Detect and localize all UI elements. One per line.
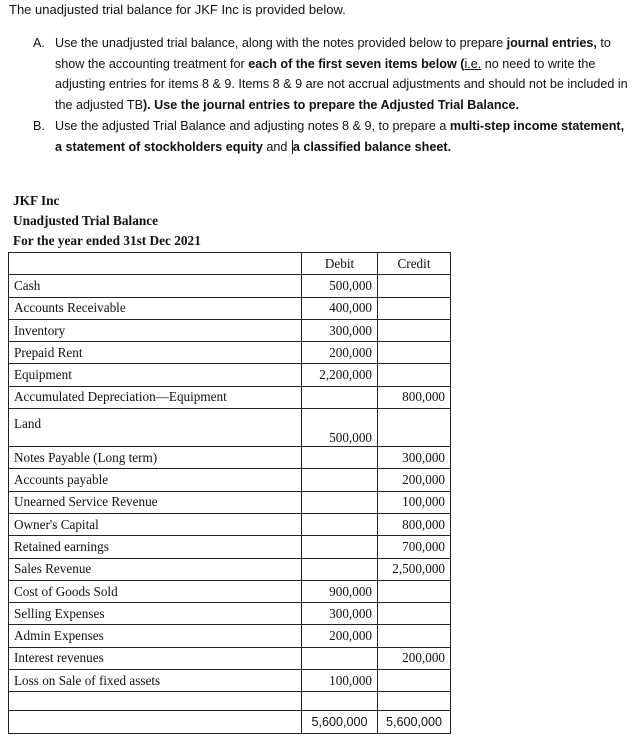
table-row [9, 386, 451, 408]
instruction-b-bold-1: multi-step income statement, a statement of stockholders equity [55, 119, 625, 154]
table-row [9, 469, 451, 491]
debit-cell: 300,000 [302, 319, 378, 341]
account-cell: Cash [9, 275, 302, 297]
instruction-b-text-2: and [262, 139, 291, 154]
trial-balance-table [8, 252, 451, 734]
account-cell: Retained earnings [9, 536, 302, 558]
account-cell: Inventory [9, 319, 302, 341]
credit-cell [378, 603, 451, 625]
totals-row [9, 711, 451, 734]
table-row [9, 319, 451, 341]
table-row [9, 603, 451, 625]
credit-cell [378, 364, 451, 386]
instruction-a [33, 33, 633, 115]
company-name: JKF Inc [13, 193, 60, 208]
debit-cell [302, 558, 378, 580]
account-cell: Owner's Capital [9, 513, 302, 535]
table-row [9, 491, 451, 513]
instruction-a-bold-4: Adjusted Trial Balance. [380, 97, 520, 112]
debit-cell [302, 447, 378, 469]
instruction-a-text-1: Use the unadjusted trial balance, along with the notes provided below to prepare [55, 36, 507, 50]
account-cell: Accounts Receivable [9, 297, 302, 319]
table-row [9, 297, 451, 319]
account-cell: Selling Expenses [9, 603, 302, 625]
debit-cell [302, 536, 378, 558]
credit-cell [378, 580, 451, 602]
instruction-b-text-1: Use the adjusted Trial Balance and adjusting notes 8 & 9, to prepare a [55, 119, 450, 133]
statement-title: Unadjusted Trial Balance [13, 213, 159, 228]
header-account-cell [9, 253, 302, 275]
header-credit: Credit [378, 253, 451, 275]
credit-cell [378, 409, 451, 447]
table-row [9, 513, 451, 535]
instruction-a-text-3: no need to write the adjusting entries for items 8 & 9. Items 8 & 9 are not accrual adjustments and should not be included in the adjusted TB [55, 56, 628, 112]
table-row [9, 364, 451, 386]
debit-cell [302, 647, 378, 669]
debit-cell: 200,000 [302, 625, 378, 647]
account-cell: Notes Payable (Long term) [9, 447, 302, 469]
credit-cell: 100,000 [378, 491, 451, 513]
table-row [9, 536, 451, 558]
instruction-a-bold-2: each of the first seven items below ( [248, 56, 465, 71]
account-cell: Interest revenues [9, 647, 302, 669]
credit-cell [378, 319, 451, 341]
account-cell: Prepaid Rent [9, 342, 302, 364]
debit-cell: 900,000 [302, 580, 378, 602]
table-row [9, 625, 451, 647]
debit-cell: 400,000 [302, 297, 378, 319]
account-cell: Cost of Goods Sold [9, 580, 302, 602]
debit-cell [302, 491, 378, 513]
debit-cell: 300,000 [302, 603, 378, 625]
debit-cell [302, 513, 378, 535]
blank-cell [302, 692, 378, 711]
credit-cell: 200,000 [378, 469, 451, 491]
debit-cell: 500,000 [302, 409, 378, 447]
debit-cell [302, 386, 378, 408]
total-debit: 5,600,000 [302, 711, 378, 734]
instruction-list [33, 33, 633, 158]
debit-cell [302, 469, 378, 491]
account-cell: Admin Expenses [9, 625, 302, 647]
instruction-a-bold-1: journal entries, [506, 36, 597, 50]
instruction-b-bold-2: a classified balance sheet. [292, 139, 452, 154]
table-header-row [9, 253, 451, 275]
account-cell: Sales Revenue [9, 558, 302, 580]
table-row [9, 342, 451, 364]
debit-cell: 100,000 [302, 670, 378, 692]
credit-cell [378, 297, 451, 319]
account-cell: Accounts payable [9, 469, 302, 491]
table-row [9, 275, 451, 297]
account-cell: Accumulated Depreciation—Equipment [9, 386, 302, 408]
totals-label-cell [9, 711, 302, 734]
table-row [9, 647, 451, 669]
intro-text: The unadjusted trial balance for JKF Inc is provided below. [9, 2, 346, 17]
table-row [9, 558, 451, 580]
debit-cell: 500,000 [302, 275, 378, 297]
credit-cell [378, 670, 451, 692]
credit-cell: 300,000 [378, 447, 451, 469]
instruction-a-bold-3: ). Use the journal entries to prepare the [142, 97, 381, 112]
credit-cell: 2,500,000 [378, 558, 451, 580]
instruction-a-marker: A. [33, 36, 45, 50]
table-row [9, 409, 451, 447]
account-cell: Unearned Service Revenue [9, 491, 302, 513]
credit-cell: 200,000 [378, 647, 451, 669]
blank-row [9, 692, 451, 711]
debit-cell: 200,000 [302, 342, 378, 364]
credit-cell [378, 342, 451, 364]
instruction-b-marker: B. [33, 119, 45, 133]
table-row [9, 670, 451, 692]
total-credit: 5,600,000 [378, 711, 451, 734]
period-label: For the year ended 31st Dec 2021 [13, 233, 201, 248]
account-cell: Loss on Sale of fixed assets [9, 670, 302, 692]
instruction-a-text-2: to show the accounting treatment for [55, 36, 611, 71]
credit-cell: 800,000 [378, 513, 451, 535]
instruction-b [33, 116, 633, 157]
credit-cell: 700,000 [378, 536, 451, 558]
credit-cell: 800,000 [378, 386, 451, 408]
blank-cell [378, 692, 451, 711]
table-row [9, 447, 451, 469]
debit-cell: 2,200,000 [302, 364, 378, 386]
account-cell: Land [9, 409, 302, 447]
credit-cell [378, 625, 451, 647]
credit-cell [378, 275, 451, 297]
account-cell: Equipment [9, 364, 302, 386]
instruction-a-underline: i.e. [464, 56, 482, 71]
header-debit: Debit [302, 253, 378, 275]
blank-cell [9, 692, 302, 711]
table-row [9, 580, 451, 602]
